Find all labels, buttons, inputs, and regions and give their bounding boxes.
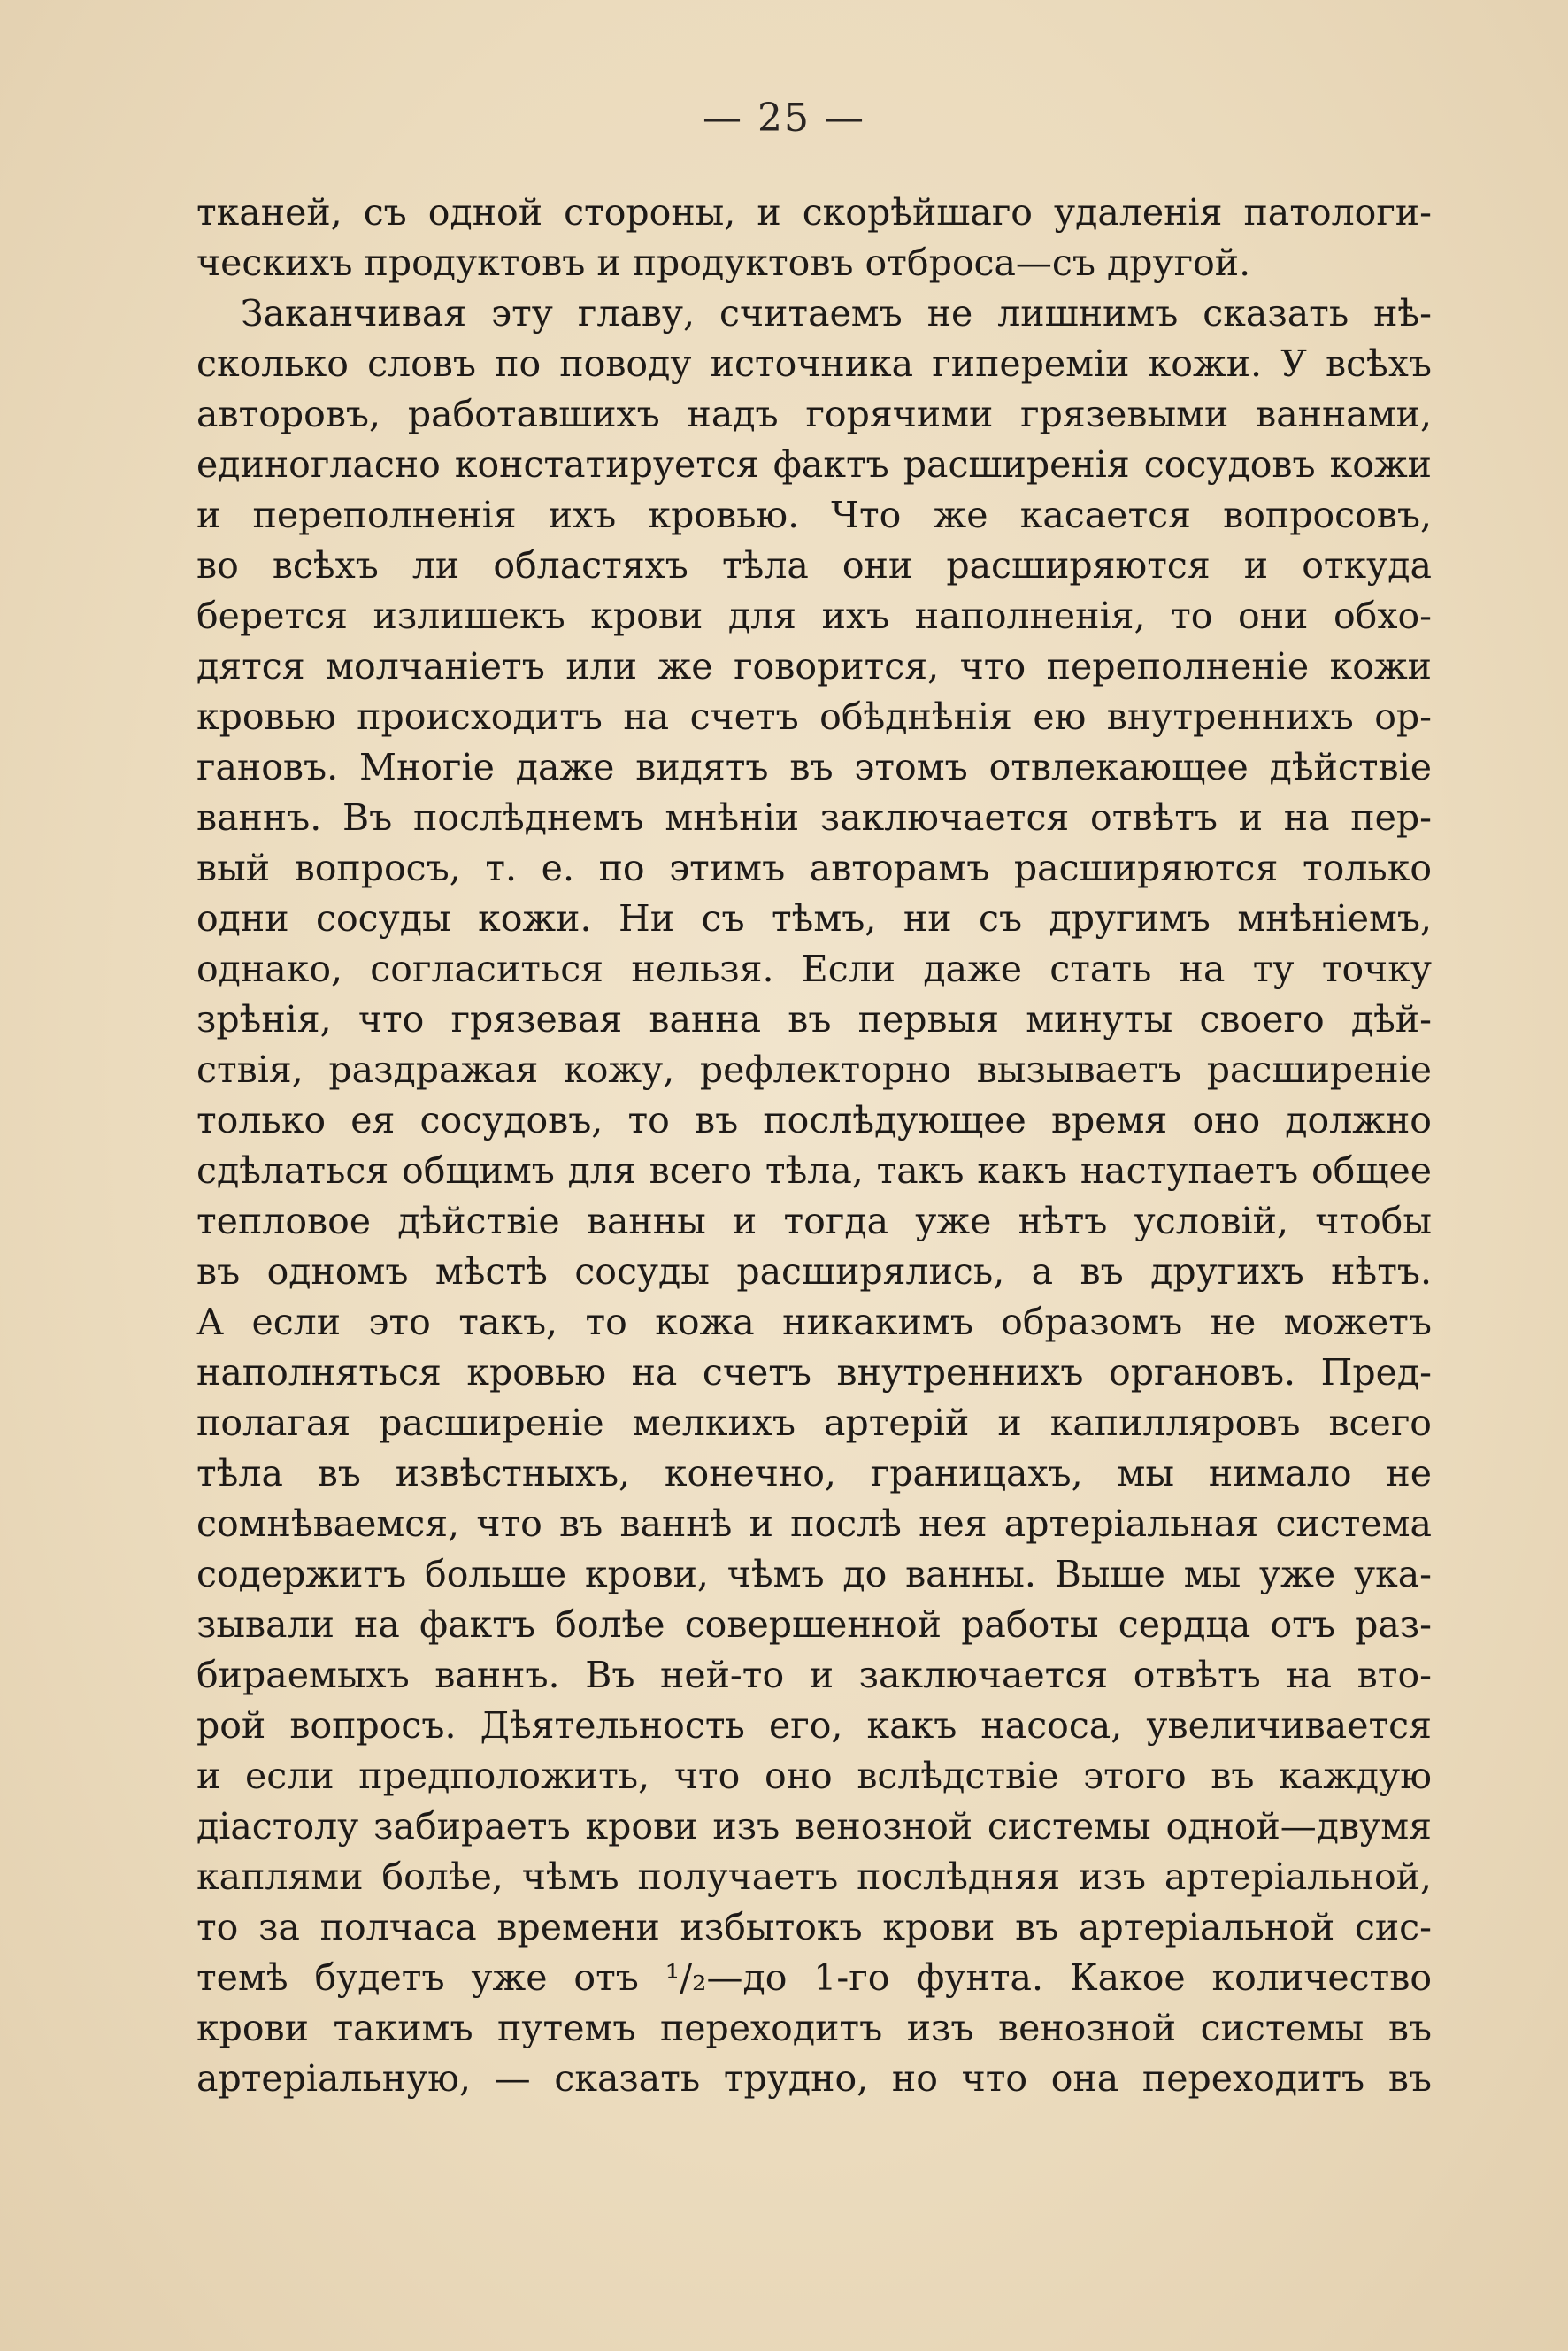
text-line: ваннъ. Въ послѣднемъ мнѣніи заключается отвѣтъ и на пер- bbox=[196, 796, 1432, 839]
text-line: авторовъ, работавшихъ надъ горячими грязевыми ваннами, bbox=[196, 393, 1432, 435]
text-line: кровью происходитъ на счетъ обѣднѣнія ею внутреннихъ ор- bbox=[196, 695, 1432, 738]
text-line: А если это такъ, то кожа никакимъ образомъ не можетъ bbox=[196, 1301, 1432, 1343]
text-line: темѣ будетъ уже отъ ¹/₂—до 1-го фунта. Какое количество bbox=[196, 1956, 1432, 1999]
text-line: единогласно констатируется фактъ расширенія сосудовъ кожи bbox=[196, 443, 1432, 486]
text-line: артеріальную, — сказать трудно, но что она переходитъ въ bbox=[196, 2057, 1432, 2100]
text-line: содержитъ больше крови, чѣмъ до ванны. Выше мы уже ука- bbox=[196, 1553, 1432, 1595]
text-line: однако, согласиться нельзя. Если даже стать на ту точку bbox=[196, 948, 1432, 990]
text-line: зрѣнія, что грязевая ванна въ первыя минуты своего дѣй- bbox=[196, 998, 1432, 1041]
paragraph-start-line: Заканчивая эту главу, считаемъ не лишнимъ сказать нѣ- bbox=[241, 292, 1432, 334]
text-line: сомнѣваемся, что въ ваннѣ и послѣ нея артеріальная система bbox=[196, 1502, 1432, 1545]
text-line: ческихъ продуктовъ и продуктовъ отброса—съ другой. bbox=[196, 242, 1251, 284]
text-line: крови такимъ путемъ переходитъ изъ венозной системы въ bbox=[196, 2007, 1432, 2049]
text-line: зывали на фактъ болѣе совершенной работы сердца отъ раз- bbox=[196, 1603, 1432, 1646]
text-line: тѣла въ извѣстныхъ, конечно, границахъ, мы нимало не bbox=[196, 1452, 1432, 1494]
text-line: тепловое дѣйствіе ванны и тогда уже нѣтъ условій, чтобы bbox=[196, 1200, 1432, 1242]
text-line: въ одномъ мѣстѣ сосуды расширялись, а въ другихъ нѣтъ. bbox=[196, 1250, 1432, 1293]
text-line: гановъ. Многіе даже видятъ въ этомъ отвлекающее дѣйствіе bbox=[196, 746, 1432, 788]
text-line: ствія, раздражая кожу, рефлекторно вызываетъ расширеніе bbox=[196, 1049, 1432, 1091]
text-line: сдѣлаться общимъ для всего тѣла, такъ какъ наступаетъ общее bbox=[196, 1149, 1432, 1192]
text-line: бираемыхъ ваннъ. Въ ней-то и заключается отвѣтъ на вто- bbox=[196, 1654, 1432, 1696]
text-line: берется излишекъ крови для ихъ наполненія, то они обхо- bbox=[196, 595, 1432, 637]
text-line: рой вопросъ. Дѣятельность его, какъ насоса, увеличивается bbox=[196, 1704, 1432, 1747]
page-number: — 25 — bbox=[703, 96, 865, 141]
text-line: одни сосуды кожи. Ни съ тѣмъ, ни съ другимъ мнѣніемъ, bbox=[196, 897, 1432, 940]
text-line: вый вопросъ, т. е. по этимъ авторамъ расширяются только bbox=[196, 847, 1432, 889]
text-line: и если предположить, что оно вслѣдствіе этого въ каждую bbox=[196, 1755, 1432, 1797]
text-line: во всѣхъ ли областяхъ тѣла они расширяются и откуда bbox=[196, 544, 1432, 587]
body-text bbox=[196, 188, 1432, 2104]
text-line: то за полчаса времени избытокъ крови въ артеріальной сис- bbox=[196, 1906, 1432, 1948]
text-line: и переполненія ихъ кровью. Что же касается вопросовъ, bbox=[196, 494, 1432, 536]
text-line: дятся молчаніетъ или же говорится, что переполненіе кожи bbox=[196, 645, 1432, 688]
text-line: каплями болѣе, чѣмъ получаетъ послѣдняя изъ артеріальной, bbox=[196, 1855, 1432, 1898]
text-line: наполняться кровью на счетъ внутреннихъ органовъ. Пред- bbox=[196, 1351, 1432, 1394]
text-line: только ея сосудовъ, то въ послѣдующее время оно должно bbox=[196, 1099, 1432, 1141]
text-line: полагая расширеніе мелкихъ артерій и капилляровъ всего bbox=[196, 1402, 1432, 1444]
text-line: діастолу забираетъ крови изъ венозной системы одной—двумя bbox=[196, 1805, 1432, 1848]
text-line: тканей, съ одной стороны, и скорѣйшаго удаленія патологи- bbox=[196, 191, 1432, 234]
text-line: сколько словъ по поводу источника гипереміи кожи. У всѣхъ bbox=[196, 342, 1432, 385]
